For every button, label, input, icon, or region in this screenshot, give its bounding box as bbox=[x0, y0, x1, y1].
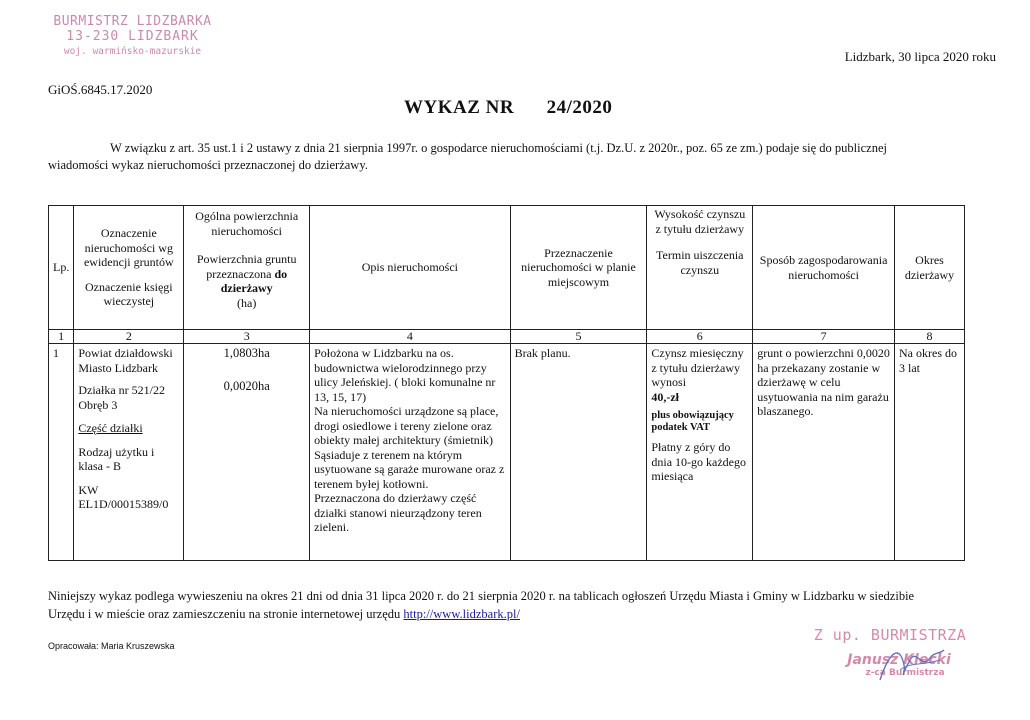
row-oznaczenie bbox=[74, 344, 184, 561]
header-termin: Termin uiszczenia czynszu bbox=[656, 248, 744, 277]
row-area-lease: 0,0020ha bbox=[223, 378, 270, 393]
header-powierzchnia bbox=[184, 206, 310, 330]
col-number: 6 bbox=[647, 330, 753, 344]
header-oznaczenie-text: Oznaczenie nieruchomości wg ewidencji gruntów bbox=[83, 226, 174, 270]
title-number: 24/2020 bbox=[546, 97, 613, 118]
footer-paragraph bbox=[48, 587, 948, 623]
row-usage: grunt o powierzchni 0,0020 ha przekazany zostanie w dzierżawę w celu usytuowania na nim garażu blaszanego. bbox=[753, 344, 895, 561]
row-payment: Płatny z góry do dnia 10-go każdego miesiąca bbox=[651, 440, 746, 483]
table-header-row bbox=[49, 206, 965, 330]
header-powierzchnia-unit: (ha) bbox=[237, 295, 257, 310]
stamp-line-1: BURMISTRZ LIDZBARKA bbox=[53, 14, 212, 29]
case-number: GiOŚ.6845.17.2020 bbox=[48, 82, 153, 97]
intro-paragraph bbox=[48, 140, 948, 174]
row-rent bbox=[647, 344, 753, 561]
handwritten-signature-icon bbox=[870, 640, 950, 690]
header-oznaczenie-ksiegi: Oznaczenie księgi wieczystej bbox=[85, 279, 173, 309]
header-opis: Opis nieruchomości bbox=[310, 206, 511, 330]
page-title bbox=[404, 97, 612, 119]
row-use-type: Rodzaj użytku i klasa - B bbox=[78, 444, 155, 473]
col-number: 8 bbox=[895, 330, 965, 344]
office-stamp bbox=[30, 14, 235, 59]
property-table bbox=[48, 205, 965, 561]
row-area-total: 1,0803ha bbox=[223, 346, 270, 360]
signature-stamp bbox=[790, 626, 990, 678]
signature-line-1: Z up. BURMISTRZA bbox=[813, 626, 967, 644]
stamp-line-2: 13-230 LIDZBARK bbox=[66, 29, 199, 44]
col-number: 2 bbox=[74, 330, 184, 344]
row-location: Powiat działdowski Miasto Lidzbark bbox=[78, 346, 173, 375]
header-czynsz bbox=[647, 206, 753, 330]
signature-role: z-ca Burmistrza bbox=[865, 668, 945, 678]
footer-text: Niniejszy wykaz podlega wywieszeniu na okres 21 dni od dnia 31 lipca 2020 r. do 21 sierpnia 2020 r. na tablicach ogłoszeń Urzędu Miasta i Gminy w Lidzbarku w siedzibie Urzędu i w mieście oraz zamieszczeniu na stronie internetowej urzędu bbox=[48, 589, 915, 621]
col-number: 3 bbox=[184, 330, 310, 344]
col-number: 4 bbox=[310, 330, 511, 344]
row-description-1: Położona w Lidzbarku na os. budownictwa wielorodzinnego przy ulicy Jeleńskiej. ( bloki komunalne nr 13, 15, 17) bbox=[314, 346, 496, 404]
website-link[interactable]: http://www.lidzbark.pl/ bbox=[403, 607, 520, 621]
col-number: 5 bbox=[510, 330, 647, 344]
signature-name: Janusz Klecki bbox=[847, 652, 951, 668]
row-kw-label: KW bbox=[78, 482, 99, 497]
header-powierzchnia-do: do bbox=[274, 266, 288, 281]
column-number-row bbox=[49, 330, 965, 344]
header-lp: Lp. bbox=[49, 206, 74, 330]
row-description-4: Przeznaczona do dzierżawy część działki stanowi nieurządzony teren zieleni. bbox=[314, 491, 482, 534]
row-plot: Działka nr 521/22 bbox=[78, 383, 165, 397]
row-lp: 1 bbox=[49, 344, 74, 561]
header-powierzchnia-dzierzawy-word: dzierżawy bbox=[220, 281, 273, 295]
row-rent-label: Czynsz miesięczny z tytułu dzierżawy wynosi bbox=[651, 346, 744, 389]
header-powierzchnia-dzierzawy bbox=[188, 252, 305, 310]
table-row bbox=[49, 344, 965, 561]
header-okres: Okres dzierżawy bbox=[895, 206, 965, 330]
row-rent-amount: 40,-zł bbox=[651, 389, 680, 404]
row-description-2: Na nieruchomości urządzone są place, drogi osiedlowe i tereny zielone oraz obiekty małej architektury (śmietnik) bbox=[314, 404, 499, 447]
header-przeznaczenie: Przeznaczenie nieruchomości w planie miejscowym bbox=[510, 206, 647, 330]
row-area bbox=[184, 344, 310, 561]
header-wysokosc: Wysokość czynszu z tytułu dzierżawy bbox=[654, 207, 746, 236]
row-description-3: Sąsiaduje z terenem na którym usytuowane są garaże murowane oraz z terenem byłej kotłowni. bbox=[314, 447, 505, 491]
row-plan: Brak planu. bbox=[510, 344, 647, 561]
row-kw-number: EL1D/00015389/0 bbox=[78, 497, 169, 511]
header-sposob: Sposób zagospodarowania nieruchomości bbox=[753, 206, 895, 330]
header-ogolna: Ogólna powierzchnia nieruchomości bbox=[195, 209, 299, 238]
row-description bbox=[310, 344, 511, 561]
header-powierzchnia-pre: Powierzchnia gruntu przeznaczona bbox=[196, 252, 297, 281]
row-rent-vat: plus obowiązujący podatek VAT bbox=[651, 410, 734, 433]
prepared-by: Opracowała: Maria Kruszewska bbox=[48, 641, 175, 651]
stamp-line-3: woj. warmińsko-mazurskie bbox=[63, 46, 202, 57]
row-part: Część działki bbox=[78, 421, 143, 435]
row-precinct: Obręb 3 bbox=[78, 397, 118, 412]
intro-text: W związku z art. 35 ust.1 i 2 ustawy z dnia 21 sierpnia 1997r. o gospodarce nieruchomościami (t.j. Dz.U. z 2020r., poz. 65 ze zm.) podaje się do publicznej wiadomości wykaz nieruchomości przeznaczonej do dzierżawy. bbox=[48, 141, 887, 172]
title-label: WYKAZ NR bbox=[404, 97, 515, 118]
header-oznaczenie bbox=[74, 206, 184, 330]
place-date: Lidzbark, 30 lipca 2020 roku bbox=[844, 49, 996, 64]
col-number: 7 bbox=[753, 330, 895, 344]
row-period: Na okres do 3 lat bbox=[895, 344, 965, 561]
col-number: 1 bbox=[49, 330, 74, 344]
